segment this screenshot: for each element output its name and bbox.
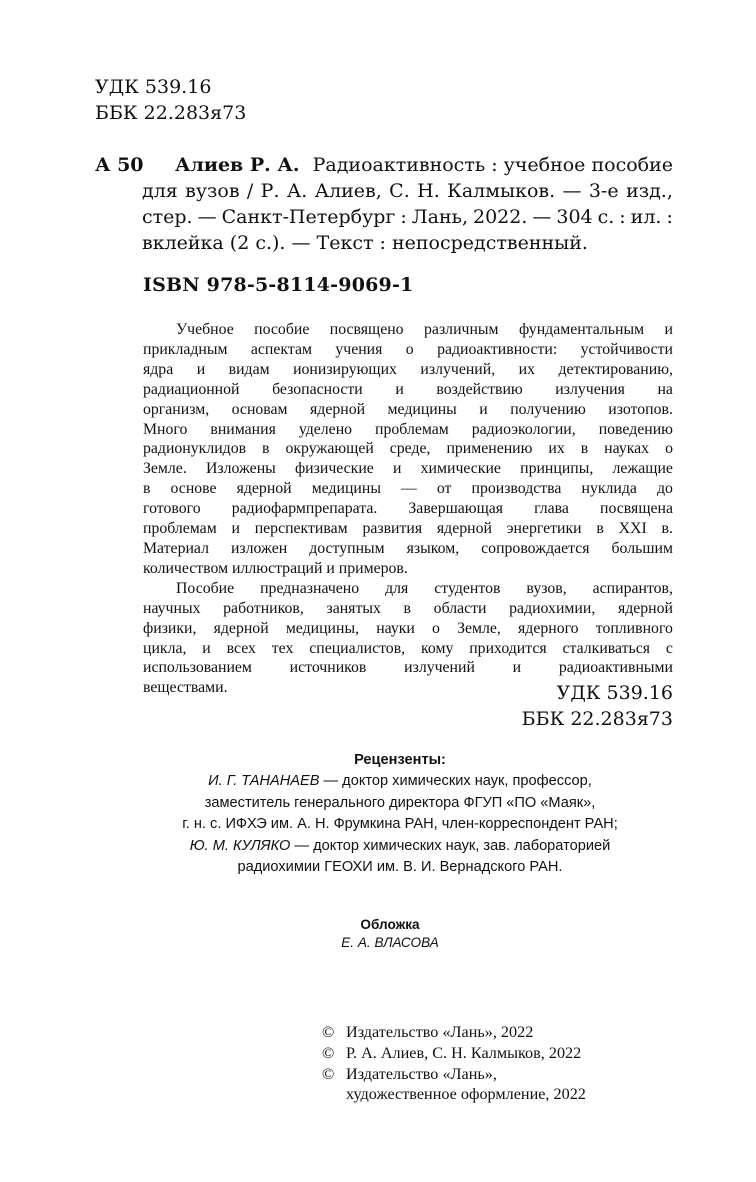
annotation-line: Земле. Изложены физические и химические принципы, лежащие: [143, 460, 673, 478]
reviewer-1-name: И. Г. ТАНАНАЕВ: [208, 773, 320, 790]
copyright-icon: ©: [322, 1064, 335, 1083]
biblio-line-1: [175, 152, 673, 178]
reviewer-1-title: — доктор химических наук, профессор,: [319, 773, 592, 790]
annotation-line: цикла, и всех тех специалистов, кому приходится сталкиваться с: [143, 639, 673, 657]
reviewer-1-line-3: г. н. с. ИФХЭ им. А. Н. Фрумкина РАН, член-корреспондент РАН;: [182, 816, 618, 833]
bbk-code: ББК 22.283я73: [521, 708, 673, 730]
biblio-author: Алиев Р. А.: [175, 154, 300, 176]
reviewer-2-title: — доктор химических наук, зав. лабораторией: [290, 837, 611, 854]
copyright-spacer: [322, 1084, 346, 1105]
reviewer-2-name: Ю. М. КУЛЯКО: [189, 837, 291, 854]
annotation-line: количеством иллюстраций и примеров.: [143, 559, 408, 577]
annotation-line: радионуклидов в окружающей среде, применению их в науках о: [143, 440, 673, 458]
biblio-title: Радиоактивность : учебное пособие: [312, 154, 673, 176]
annotation-line: организм, основам ядерной медицины и получению изотопов.: [143, 400, 673, 418]
annotation-line: научных работников, занятых в области радиохимии, ядерной: [143, 599, 673, 617]
reviewers-heading: Рецензенты:: [354, 752, 446, 768]
cover-credit: [250, 916, 530, 952]
annotation-line: Материал изложен доступным языком, сопровождается большим: [143, 539, 673, 557]
classification-codes-bottom: [522, 680, 673, 732]
author-sign: А 50: [95, 154, 144, 176]
cover-heading: Обложка: [360, 917, 420, 932]
reviewer-1-line-2: заместитель генерального директора ФГУП «ПО «Маяк»,: [204, 794, 596, 811]
annotation-line: использованием источников излучений и радиоактивными: [143, 659, 673, 677]
biblio-line-3: стер. — Санкт-Петербург : Лань, 2022. — 304 с. : ил. :: [142, 206, 673, 228]
biblio-line-4: вклейка (2 с.). — Текст : непосредственный.: [142, 232, 588, 254]
annotation-line: веществами.: [143, 679, 228, 697]
bibliographic-record: [142, 152, 673, 256]
annotation-line: радиационной безопасности и воздействию излучения на: [143, 380, 673, 398]
copyright-line: [322, 1064, 586, 1085]
reviewer-1-line-1: [120, 771, 680, 792]
copyright-line: [322, 1084, 586, 1105]
annotation-line: готового радиофармпрепарата. Завершающая глава посвящена: [143, 500, 673, 518]
copyright-text: художественное оформление, 2022: [346, 1085, 586, 1104]
annotation-line: физики, ядерной медицины, науки о Земле, ядерного топливного: [143, 619, 673, 637]
annotation-line: Учебное пособие посвящено различным фундаментальным и: [176, 321, 673, 338]
copyright-text: Издательство «Лань»,: [346, 1064, 497, 1083]
annotation-line: проблемам и перспективам развития ядерной энергетики в XXI в.: [143, 520, 673, 538]
biblio-line-2: для вузов / Р. А. Алиев, С. Н. Калмыков. — 3-е изд.,: [142, 180, 673, 202]
annotation-line: Много внимания уделено проблемам радиоэкологии, поведению: [143, 420, 673, 438]
annotation-line: Пособие предназначено для студентов вузов, аспирантов,: [176, 579, 673, 597]
reviewer-2-line-1: [120, 836, 680, 857]
annotation-line: ядра и видам ионизирующих излучений, их детектированию,: [143, 360, 673, 378]
classification-codes-top: [95, 74, 246, 126]
copyright-line: [322, 1022, 586, 1043]
udk-code: УДК 539.16: [556, 682, 673, 704]
udk-code: УДК 539.16: [95, 76, 212, 98]
annotation: [143, 320, 673, 698]
cover-designer: Е. А. ВЛАСОВА: [341, 935, 439, 950]
copyright-text: Издательство «Лань», 2022: [346, 1023, 534, 1041]
annotation-line: прикладным аспектам учения о радиоактивности: устойчивости: [143, 340, 673, 358]
copyright-icon: ©: [322, 1043, 335, 1062]
annotation-line: в основе ядерной медицины — от производства нуклида до: [143, 480, 673, 498]
copyright-text: Р. А. Алиев, С. Н. Калмыков, 2022: [346, 1043, 582, 1062]
isbn: ISBN 978-5-8114-9069-1: [143, 274, 414, 296]
copyright-icon: ©: [322, 1023, 335, 1041]
bbk-code: ББК 22.283я73: [95, 102, 247, 124]
reviewers-block: [120, 750, 680, 878]
reviewer-2-line-2: радиохимии ГЕОХИ им. В. И. Вернадского РАН.: [237, 859, 563, 876]
copyright-line: [322, 1043, 586, 1064]
copyright-block: [322, 1022, 586, 1105]
